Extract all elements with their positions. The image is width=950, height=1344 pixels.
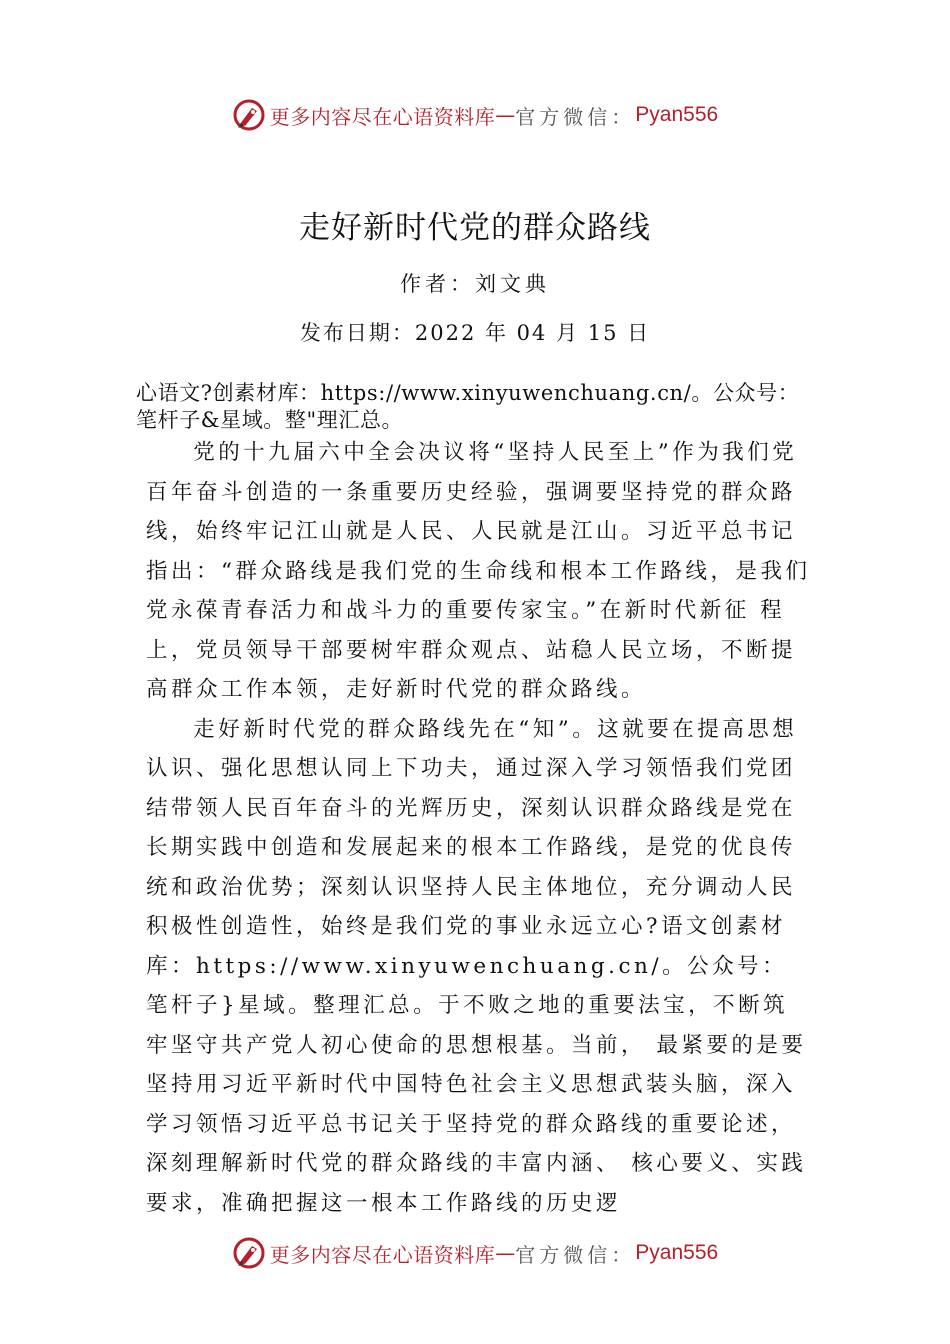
watermark-banner-bottom [0,1233,950,1273]
watermark-label: 官方微信： [515,1242,636,1267]
watermark-wechat-id: Pyan556 [635,1241,719,1264]
pen-nib-logo-icon [232,1236,266,1270]
watermark-banner-top [0,95,950,135]
pen-nib-logo-icon [232,98,266,132]
article-author: 作者：刘文典 [400,272,550,296]
watermark-dash: — [495,103,516,127]
watermark-label: 官方微信： [515,104,636,129]
article-body [146,433,811,1223]
watermark-dash: — [495,1241,516,1265]
paragraph: 走好新时代党的群众路线先在“知”。这就要在提高思想认识、强化思想认同上下功夫，通过深入学习领悟我们党团结带领人民百年奋斗的光辉历史，深刻认识群众路线是党在长期实践中创造和发展起来的根本工作路线，是党的优良传统和政治优势；深刻认识坚持人民主体地位，充分调动人民积极性创造性，始终是我们党的事业永远立心?语文创素材库：https://www.xinyuwenchuang.cn/。公众号：笔杆子}星域。整理汇总。于不败之地的重要法宝，不断筑牢坚守共产党人初心使命的思想根基。当前， 最紧要的是要坚持用习近平新时代中国特色社会主义思想武装头脑，深入学习领悟习近平总书记关于坚持党的群众路线的重要论述，深刻理解新时代党的群众路线的丰富内涵、 核心要义、实践要求，准确把握这一根本工作路线的历史逻 [146,716,807,1216]
watermark-text: 更多内容尽在心语资料库 [269,104,496,129]
article-date: 发布日期：2022 年 04 月 15 日 [299,321,651,345]
paragraph: 党的十九届六中全会决议将“坚持人民至上”作为我们党百年奋斗创造的一条重要历史经验，强调要坚持党的群众路线，始终牢记江山就是人民、人民就是江山。习近平总书记指出：“群众路线是我们党的生命线和根本工作路线，是我们党永葆青春活力和战斗力的重要传家宝。”在新时代新征 程上，党员领导干部要树牢群众观点、站稳人民立场，不断提高群众工作本领，走好新时代党的群众路线。 [146,440,811,702]
watermark-wechat-id: Pyan556 [635,103,719,126]
source-intro: 心语文?创素材库：https://www.xinyuwenchuang.cn/。公众号：笔杆子&星域。整"理汇总。 [136,381,800,432]
watermark-text: 更多内容尽在心语资料库 [269,1242,496,1267]
article-title: 走好新时代党的群众路线 [299,210,651,246]
